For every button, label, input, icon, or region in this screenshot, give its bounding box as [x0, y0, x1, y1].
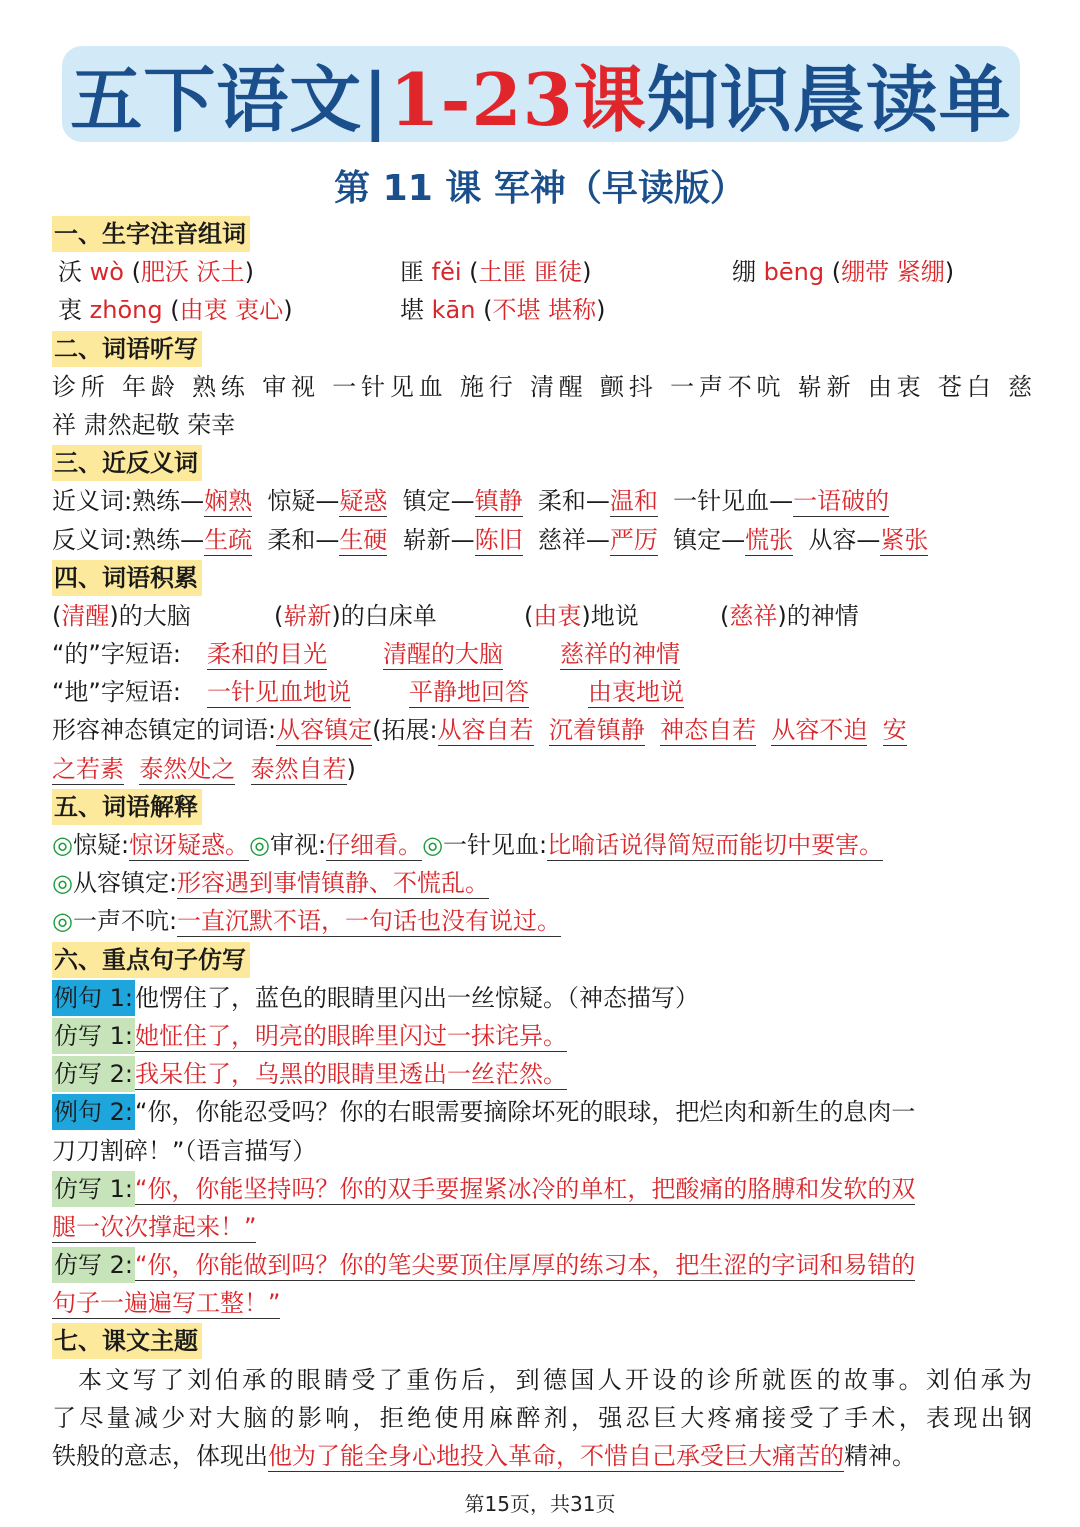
calm-words-line-2: 之若素 泰然处之 泰然自若) [52, 754, 356, 783]
char-item: 匪 fěi (土匪 匪徒) [400, 258, 592, 287]
calm-words-line: 形容神态镇定的词语:从容镇定(拓展:从容自若 沉着镇静 神态自若 从容不迫 安 [52, 716, 907, 745]
char-row-1 [52, 253, 1032, 291]
imitation-1: 仿写 1:她怔住了，明亮的眼眸里闪过一抹诧异。 [52, 1017, 1032, 1055]
theme-line-2: 了尽量减少对大脑的影响，拒绝使用麻醉剂，强忍巨大疼痛接受了手术，表现出钢 [52, 1403, 1032, 1432]
theme-line-3: 铁般的意志，体现出他为了能全身心地投入革命，不惜自己承受巨大痛苦的精神。 [52, 1442, 916, 1470]
section-7-title: 七、课文主题 [52, 1323, 202, 1359]
example-2-cont: 刀刀割碎！”（语言描写） [52, 1136, 317, 1165]
de-phrases-line: “的”字短语: 柔和的目光 清醒的大脑 慈祥的神情 [52, 640, 680, 669]
title-part3: 知识晨读单 [646, 57, 1012, 142]
theme-line-1: 本文写了刘伯承的眼睛受了重伤后，到德国人开设的诊所就医的故事。刘伯承为 [78, 1365, 1032, 1394]
antonyms-line: 反义词:熟练—生疏 柔和—生硬 崭新—陈旧 慈祥—严厉 镇定—慌张 从容—紧张 [52, 525, 929, 554]
example-1: 例句 1:他愣住了，蓝色的眼睛里闪出一丝惊疑。（神态描写） [52, 979, 1032, 1017]
char-row-2 [52, 291, 1032, 329]
section-1-title: 一、生字注音组词 [52, 216, 250, 252]
dictation-line-2: 祥 肃然起敬 荣幸 [52, 410, 236, 439]
imitation-3: 仿写 1:“你，你能坚持吗？你的双手要握紧冰冷的单杠，把酸痛的胳膊和发软的双 [52, 1170, 1032, 1208]
synonyms-line: 近义词:熟练—娴熟 惊疑—疑惑 镇定—镇静 柔和—温和 一针见血—一语破的 [52, 487, 890, 516]
section-2-title: 二、词语听写 [52, 331, 202, 367]
title-part1: 五下语文| [70, 57, 390, 142]
lesson-title: 第 11 课 军神（早读版） [334, 168, 746, 209]
example-2: 例句 2:“你，你能忍受吗？你的右眼需要摘除坏死的眼球，把烂肉和新生的息肉一 [52, 1093, 1032, 1131]
worksheet-content [52, 215, 1032, 1475]
di-phrases-line: “地”字短语: 一针见血地说 平静地回答 由衷地说 [52, 678, 684, 707]
title-banner [62, 46, 1020, 142]
collocation-line: (清醒)的大脑 (崭新)的白床单 (由衷)地说 (慈祥)的神情 [52, 601, 859, 630]
section-4-title: 四、词语积累 [52, 560, 202, 596]
section-3-title: 三、近反义词 [52, 445, 202, 481]
char-item: 沃 wò (肥沃 沃土) [58, 258, 254, 287]
explanation-line-3: ◎一声不吭:一直沉默不语，一句话也没有说过。 [52, 907, 562, 936]
title-part2: 1-23课 [389, 57, 647, 142]
page-number: 第15页，共31页 [464, 1492, 616, 1516]
imitation-3-cont: 腿一次次撑起来！” [52, 1212, 257, 1241]
char-item: 堪 kān (不堪 堪称) [400, 296, 606, 325]
char-item: 绷 bēng (绷带 紧绷) [732, 258, 955, 287]
explanation-line-1: ◎惊疑:惊讶疑惑。◎审视:仔细看。◎一针见血:比喻话说得简短而能切中要害。 [52, 831, 884, 859]
imitation-4-cont: 句子一遍遍写工整！” [52, 1289, 281, 1318]
section-5-title: 五、词语解释 [52, 789, 202, 825]
imitation-4: 仿写 2:“你，你能做到吗？你的笔尖要顶住厚厚的练习本，把生涩的字词和易错的 [52, 1246, 1032, 1284]
section-6-title: 六、重点句子仿写 [52, 942, 250, 978]
char-item: 衷 zhōng (由衷 衷心) [58, 296, 293, 325]
explanation-line-2: ◎从容镇定:形容遇到事情镇静、不慌乱。 [52, 869, 490, 898]
dictation-line-1: 诊所 年龄 熟练 审视 一针见血 施行 清醒 颤抖 一声不吭 崭新 由衷 苍白 慈 [52, 372, 1032, 401]
imitation-2: 仿写 2:我呆住了，乌黑的眼睛里透出一丝茫然。 [52, 1055, 1032, 1093]
